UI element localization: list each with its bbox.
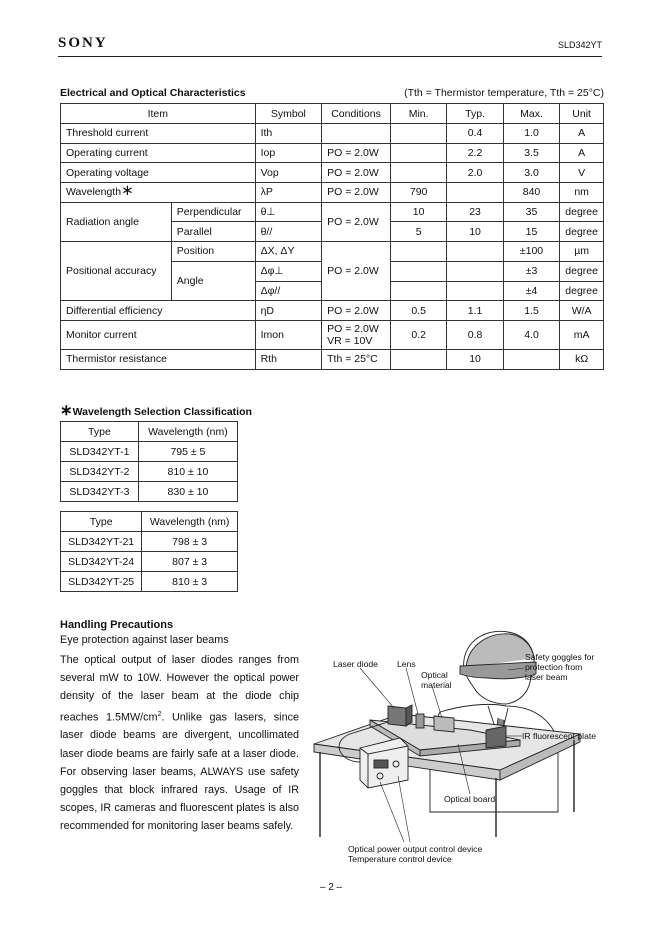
unit-cell: mA bbox=[560, 320, 604, 349]
label-line: material bbox=[421, 680, 452, 690]
table-row bbox=[61, 301, 604, 321]
doc-id: SLD342YT bbox=[557, 40, 602, 50]
max-cell: 35 bbox=[503, 202, 559, 222]
min-cell bbox=[390, 281, 446, 301]
characteristics-title: Electrical and Optical Characteristics bbox=[60, 87, 246, 99]
table-header-row bbox=[61, 422, 238, 442]
typ-cell bbox=[447, 261, 503, 281]
typ-cell bbox=[447, 242, 503, 262]
unit-cell: W/A bbox=[560, 301, 604, 321]
conditions-line: PO = 2.0W bbox=[327, 322, 379, 335]
type-cell: SLD342YT-2 bbox=[61, 462, 139, 482]
unit-cell: degree bbox=[560, 281, 604, 301]
header-wavelength: Wavelength (nm) bbox=[142, 512, 238, 532]
item-cell: Threshold current bbox=[61, 124, 256, 144]
item-cell: Operating voltage bbox=[61, 163, 256, 183]
symbol-cell: Δφ⊥ bbox=[255, 261, 322, 281]
conditions-cell: Tth = 25°C bbox=[322, 349, 391, 369]
type-cell: SLD342YT-21 bbox=[61, 532, 142, 552]
type-cell: SLD342YT-25 bbox=[61, 572, 142, 592]
unit-cell: A bbox=[560, 143, 604, 163]
table-row bbox=[61, 124, 604, 144]
max-cell: ±3 bbox=[503, 261, 559, 281]
min-cell: 0.2 bbox=[390, 320, 446, 349]
conditions-cell: PO = 2.0W bbox=[322, 301, 391, 321]
conditions-cell: PO = 2.0W bbox=[322, 183, 391, 203]
item-cell: Radiation angle bbox=[61, 202, 172, 241]
wavelength-label: Wavelength bbox=[66, 186, 122, 199]
unit-cell: µm bbox=[560, 242, 604, 262]
subitem-cell: Parallel bbox=[171, 222, 255, 242]
max-cell: ±100 bbox=[503, 242, 559, 262]
header-typ: Typ. bbox=[447, 104, 503, 124]
type-cell: SLD342YT-3 bbox=[61, 482, 139, 502]
min-cell: 10 bbox=[390, 202, 446, 222]
subitem-cell: Position bbox=[171, 242, 255, 262]
table-row bbox=[61, 202, 604, 222]
unit-cell: A bbox=[560, 124, 604, 144]
conditions-cell: PO = 2.0W bbox=[322, 143, 391, 163]
conditions-cell bbox=[322, 124, 391, 144]
max-cell: 4.0 bbox=[503, 320, 559, 349]
wavelength-selection-title-text: Wavelength Selection Classification bbox=[72, 406, 252, 418]
symbol-cell: Iop bbox=[255, 143, 322, 163]
conditions-cell: PO = 2.0W bbox=[322, 242, 391, 301]
handling-title: Handling Precautions bbox=[60, 619, 174, 631]
item-cell: Operating current bbox=[61, 143, 256, 163]
wavelength-cell: 798 ± 3 bbox=[142, 532, 238, 552]
characteristics-table bbox=[60, 103, 604, 370]
label-optical-material bbox=[421, 670, 452, 690]
page-number: – 2 – bbox=[319, 882, 343, 893]
table-row bbox=[61, 552, 238, 572]
optical-material-device bbox=[434, 716, 454, 732]
typ-cell: 10 bbox=[447, 222, 503, 242]
label-line: protection from bbox=[525, 662, 583, 672]
item-cell: Differential efficiency bbox=[61, 301, 256, 321]
star-mark: ∗ bbox=[60, 402, 73, 419]
label-lens: Lens bbox=[397, 659, 416, 669]
typ-cell: 23 bbox=[447, 202, 503, 222]
min-cell: 5 bbox=[390, 222, 446, 242]
star-mark: ∗ bbox=[121, 182, 134, 200]
table-row bbox=[61, 349, 604, 369]
typ-cell: 10 bbox=[447, 349, 503, 369]
max-cell: 3.0 bbox=[503, 163, 559, 183]
min-cell bbox=[390, 143, 446, 163]
typ-cell: 0.4 bbox=[447, 124, 503, 144]
max-cell bbox=[503, 349, 559, 369]
table-row bbox=[61, 320, 604, 349]
handling-text: . Unlike gas lasers, since laser diode beams are divergent, uncollimated laser diode beams are fairly safe at a laser diode. For observing laser beams, ALWAYS use safety goggles that block infrared rays. Usage of IR scopes, IR cameras and fluorescent plates is also recommended for monitoring laser beams safely. bbox=[60, 711, 299, 833]
lens-device bbox=[416, 714, 424, 728]
label-line: laser beam bbox=[525, 672, 568, 682]
table-row bbox=[61, 143, 604, 163]
table-row bbox=[61, 462, 238, 482]
header-rule bbox=[58, 56, 602, 57]
type-cell: SLD342YT-1 bbox=[61, 442, 139, 462]
laser-diode-device bbox=[388, 705, 412, 726]
label-line: Optical bbox=[421, 670, 448, 680]
table-row bbox=[61, 183, 604, 203]
typ-cell: 1.1 bbox=[447, 301, 503, 321]
wavelength-cell: 830 ± 10 bbox=[138, 482, 237, 502]
header-unit: Unit bbox=[560, 104, 604, 124]
wavelength-cell: 807 ± 3 bbox=[142, 552, 238, 572]
table-header-row bbox=[61, 512, 238, 532]
max-cell: 1.5 bbox=[503, 301, 559, 321]
conditions-cell bbox=[322, 320, 391, 349]
wavelength-selection-title bbox=[60, 401, 252, 419]
unit-cell: kΩ bbox=[560, 349, 604, 369]
subitem-cell: Perpendicular bbox=[171, 202, 255, 222]
max-cell: ±4 bbox=[503, 281, 559, 301]
table-row bbox=[61, 163, 604, 183]
conditions-line: VR = 10V bbox=[327, 334, 373, 347]
min-cell bbox=[390, 124, 446, 144]
table-row bbox=[61, 532, 238, 552]
unit-cell: nm bbox=[560, 183, 604, 203]
wavelength-table-1 bbox=[60, 421, 238, 502]
typ-cell bbox=[447, 183, 503, 203]
min-cell bbox=[390, 163, 446, 183]
label-safety-goggles bbox=[525, 652, 594, 682]
label-line: Safety goggles for bbox=[525, 652, 595, 662]
max-cell: 3.5 bbox=[503, 143, 559, 163]
table-row bbox=[61, 442, 238, 462]
header-conditions: Conditions bbox=[322, 104, 391, 124]
conditions-cell: PO = 2.0W bbox=[322, 163, 391, 183]
symbol-cell: Rth bbox=[255, 349, 322, 369]
unit-cell: V bbox=[560, 163, 604, 183]
typ-cell bbox=[447, 281, 503, 301]
typ-cell: 2.0 bbox=[447, 163, 503, 183]
item-cell: Thermistor resistance bbox=[61, 349, 256, 369]
symbol-cell: Ith bbox=[255, 124, 322, 144]
symbol-cell: θ⊥ bbox=[255, 202, 322, 222]
symbol-cell: λP bbox=[255, 183, 322, 203]
table-header-row bbox=[61, 104, 604, 124]
superscript: 2 bbox=[157, 710, 162, 718]
symbol-cell: Imon bbox=[255, 320, 322, 349]
typ-cell: 0.8 bbox=[447, 320, 503, 349]
wavelength-table-2 bbox=[60, 511, 238, 592]
table-row bbox=[61, 482, 238, 502]
max-cell: 1.0 bbox=[503, 124, 559, 144]
label-ir-plate: IR fluorescent plate bbox=[522, 731, 597, 741]
typ-cell: 2.2 bbox=[447, 143, 503, 163]
header-wavelength: Wavelength (nm) bbox=[138, 422, 237, 442]
wavelength-cell: 810 ± 3 bbox=[142, 572, 238, 592]
header-symbol: Symbol bbox=[255, 104, 322, 124]
symbol-cell: ΔX, ΔY bbox=[255, 242, 322, 262]
header-type: Type bbox=[61, 512, 142, 532]
min-cell bbox=[390, 242, 446, 262]
item-cell: Monitor current bbox=[61, 320, 256, 349]
unit-cell: degree bbox=[560, 222, 604, 242]
min-cell: 0.5 bbox=[390, 301, 446, 321]
table-row bbox=[61, 242, 604, 262]
label-line: Temperature control device bbox=[348, 854, 452, 864]
label-line: Optical power output control device bbox=[348, 844, 483, 854]
wavelength-cell: 795 ± 5 bbox=[138, 442, 237, 462]
header-max: Max. bbox=[503, 104, 559, 124]
max-cell: 840 bbox=[503, 183, 559, 203]
symbol-cell: Δφ// bbox=[255, 281, 322, 301]
label-optical-board: Optical board bbox=[444, 794, 496, 804]
condition-note: (Tth = Thermistor temperature, Tth = 25°C) bbox=[404, 87, 604, 99]
subitem-cell: Angle bbox=[171, 261, 255, 300]
symbol-cell: θ// bbox=[255, 222, 322, 242]
type-cell: SLD342YT-24 bbox=[61, 552, 142, 572]
table-row bbox=[61, 572, 238, 592]
handling-text: The optical output of laser diodes ranges from several mW to 10W. However the optical power density of the laser beam at the diode chip reaches 1.5MW/cm bbox=[60, 654, 299, 724]
ir-fluorescent-plate-device bbox=[486, 726, 506, 748]
min-cell bbox=[390, 261, 446, 281]
label-control-devices bbox=[348, 844, 482, 864]
header-type: Type bbox=[61, 422, 139, 442]
label-laser-diode: Laser diode bbox=[333, 659, 378, 669]
item-cell: Positional accuracy bbox=[61, 242, 172, 301]
unit-cell: degree bbox=[560, 261, 604, 281]
max-cell: 15 bbox=[503, 222, 559, 242]
conditions-cell: PO = 2.0W bbox=[322, 202, 391, 241]
wavelength-cell: 810 ± 10 bbox=[138, 462, 237, 482]
handling-paragraph bbox=[60, 651, 299, 836]
handling-subtitle: Eye protection against laser beams bbox=[60, 634, 229, 646]
min-cell bbox=[390, 349, 446, 369]
header-item: Item bbox=[61, 104, 256, 124]
sony-logo: SONY bbox=[58, 35, 108, 51]
min-cell: 790 bbox=[390, 183, 446, 203]
item-cell bbox=[61, 183, 256, 203]
symbol-cell: Vop bbox=[255, 163, 322, 183]
header-min: Min. bbox=[390, 104, 446, 124]
symbol-cell: ηD bbox=[255, 301, 322, 321]
unit-cell: degree bbox=[560, 202, 604, 222]
